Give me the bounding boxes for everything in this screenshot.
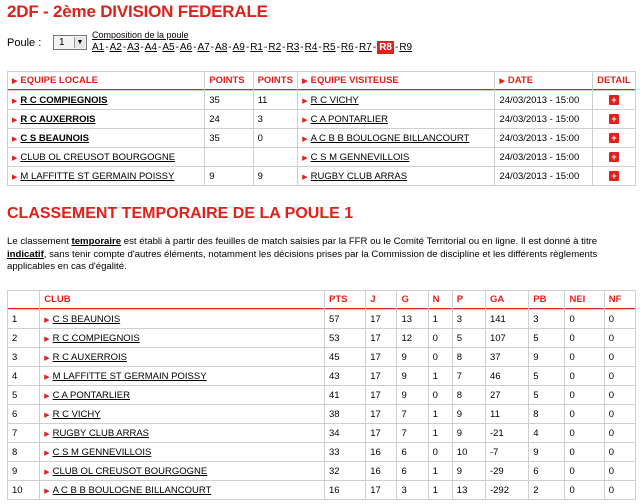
away-team-cell: [298, 167, 494, 185]
home-team-link[interactable]: M LAFFITTE ST GERMAIN POISSY: [20, 170, 175, 182]
col-header-date: ▶ DATE: [495, 72, 592, 90]
club-link[interactable]: M LAFFITTE ST GERMAIN POISSY: [52, 370, 207, 382]
ranking-p: 8: [453, 386, 485, 404]
ranking-g: 13: [397, 310, 427, 328]
triangle-right-icon: ▶: [12, 97, 18, 105]
ranking-nf: 0: [605, 367, 635, 385]
triangle-right-icon: ▶: [44, 335, 50, 343]
away-team-cell: [298, 148, 494, 166]
poule-link-r7[interactable]: R7: [359, 42, 372, 53]
ranking-row: [8, 310, 635, 328]
link-separator: -: [140, 42, 144, 53]
poule-label: Poule :: [7, 37, 42, 49]
triangle-right-icon: ▶: [44, 392, 50, 400]
col-header-j: J: [366, 291, 396, 309]
ranking-n: 1: [429, 481, 452, 499]
triangle-right-icon: ▶: [12, 116, 18, 124]
ranking-pts: 57: [325, 310, 365, 328]
poule-dropdown-value: 1: [59, 37, 65, 48]
ranking-ga: -21: [486, 424, 528, 442]
match-date: 24/03/2013 - 15:00: [495, 110, 592, 128]
link-separator: -: [394, 42, 399, 53]
ranking-p: 3: [453, 310, 485, 328]
link-separator: -: [105, 42, 109, 53]
ranking-nei: 0: [565, 424, 603, 442]
classement-title: CLASSEMENT TEMPORAIRE DE LA POULE 1: [7, 205, 354, 222]
club-cell: [40, 462, 324, 480]
home-team-cell: [8, 167, 204, 185]
para-temporaire: temporaire: [71, 236, 122, 247]
link-separator: -: [372, 42, 377, 53]
club-link[interactable]: C A PONTARLIER: [52, 389, 131, 401]
ranking-nf: 0: [605, 386, 635, 404]
club-link[interactable]: C S BEAUNOIS: [52, 313, 121, 325]
away-points: 9: [254, 167, 298, 185]
col-header-home: ▶ EQUIPE LOCALE: [8, 72, 204, 90]
ranking-g: 7: [397, 424, 427, 442]
ranking-pb: 5: [529, 386, 564, 404]
ranking-pb: 9: [529, 443, 564, 461]
ranking-n: 0: [429, 348, 452, 366]
home-team-link[interactable]: C S BEAUNOIS: [20, 132, 90, 144]
ranking-nei: 0: [565, 481, 603, 499]
ranking-j: 17: [366, 405, 396, 423]
poule-dropdown[interactable]: [53, 35, 87, 50]
poule-link-r1[interactable]: R1: [250, 42, 263, 53]
col-header-rank: [8, 291, 39, 309]
matches-table: [7, 71, 636, 186]
ranking-pts: 33: [325, 443, 365, 461]
para-text: Le classement: [7, 236, 72, 247]
ranking-nei: 0: [565, 443, 603, 461]
ranking-pb: 6: [529, 462, 564, 480]
club-cell: [40, 443, 324, 461]
away-team-cell: [298, 110, 494, 128]
ranking-p: 7: [453, 367, 485, 385]
club-cell: [40, 424, 324, 442]
triangle-right-icon: ▶: [302, 135, 308, 143]
triangle-right-icon: ▶: [12, 154, 18, 162]
ranking-pb: 9: [529, 348, 564, 366]
col-header-g: G: [397, 291, 427, 309]
triangle-right-icon: ▶: [44, 316, 50, 324]
home-points: 24: [205, 110, 252, 128]
triangle-right-icon: ▶: [44, 354, 50, 362]
ranking-row: [8, 405, 635, 423]
ranking-nf: 0: [605, 348, 635, 366]
ranking-row: [8, 462, 635, 480]
link-separator: -: [228, 42, 232, 53]
triangle-right-icon: ▶: [302, 154, 308, 162]
ranking-ga: 141: [486, 310, 528, 328]
away-points: 0: [254, 129, 298, 147]
ranking-rank: 8: [8, 443, 39, 461]
col-header-pb: PB: [529, 291, 564, 309]
ranking-pb: 3: [529, 310, 564, 328]
triangle-right-icon: ▶: [44, 487, 50, 495]
match-date: 24/03/2013 - 15:00: [495, 91, 592, 109]
ranking-row: [8, 348, 635, 366]
detail-cell: [593, 91, 635, 109]
home-team-link[interactable]: CLUB OL CREUSOT BOURGOGNE: [20, 151, 176, 163]
club-cell: [40, 329, 324, 347]
link-separator: -: [264, 42, 268, 53]
plus-icon[interactable]: +: [609, 152, 619, 162]
club-cell: [40, 405, 324, 423]
ranking-ga: -7: [486, 443, 528, 461]
club-link[interactable]: R C VICHY: [52, 408, 101, 420]
match-row: [8, 91, 635, 109]
ranking-pb: 4: [529, 424, 564, 442]
ranking-j: 17: [366, 348, 396, 366]
ranking-rank: 4: [8, 367, 39, 385]
ranking-pb: 2: [529, 481, 564, 499]
ranking-j: 17: [366, 329, 396, 347]
away-points: [254, 148, 298, 166]
plus-icon[interactable]: +: [609, 114, 619, 124]
plus-icon[interactable]: +: [609, 133, 619, 143]
away-points: 11: [254, 91, 298, 109]
col-header-pts: PTS: [325, 291, 365, 309]
poule-link-a2[interactable]: A2: [109, 42, 122, 53]
ranking-j: 17: [366, 386, 396, 404]
detail-cell: [593, 129, 635, 147]
away-team-link[interactable]: R C VICHY: [310, 94, 359, 106]
poule-link-a9[interactable]: A9: [232, 42, 245, 53]
ranking-rank: 3: [8, 348, 39, 366]
ranking-nf: 0: [605, 424, 635, 442]
match-date: 24/03/2013 - 15:00: [495, 167, 592, 185]
ranking-n: 0: [429, 386, 452, 404]
home-team-cell: [8, 148, 204, 166]
triangle-right-icon: ▶: [44, 411, 50, 419]
triangle-right-icon: ▶: [302, 97, 308, 105]
poule-link-r2[interactable]: R2: [268, 42, 282, 53]
ranking-p: 9: [453, 405, 485, 423]
ranking-p: 5: [453, 329, 485, 347]
ranking-nf: 0: [605, 481, 635, 499]
col-header-points-home: POINTS: [205, 72, 252, 90]
poule-link-r8[interactable]: R8: [379, 42, 392, 53]
home-points: 35: [205, 91, 252, 109]
ranking-j: 17: [366, 481, 396, 499]
ranking-rank: 9: [8, 462, 39, 480]
col-header-n: N: [429, 291, 452, 309]
ranking-row: [8, 424, 635, 442]
ranking-pts: 32: [325, 462, 365, 480]
poule-selector-row: [7, 30, 627, 56]
ranking-g: 3: [397, 481, 427, 499]
poule-link-a1[interactable]: A1: [92, 42, 105, 53]
club-link[interactable]: R C COMPIEGNOIS: [52, 332, 140, 344]
home-team-link[interactable]: R C COMPIEGNOIS: [20, 94, 108, 106]
club-link[interactable]: C S M GENNEVILLOIS: [52, 446, 152, 458]
ranking-nei: 0: [565, 367, 603, 385]
home-team-link[interactable]: R C AUXERROIS: [20, 113, 96, 125]
ranking-p: 10: [453, 443, 485, 461]
ranking-n: 1: [429, 310, 452, 328]
plus-icon[interactable]: +: [609, 171, 619, 181]
link-separator: -: [354, 42, 359, 53]
ranking-g: 9: [397, 348, 427, 366]
col-header-p: P: [453, 291, 485, 309]
club-cell: [40, 367, 324, 385]
ranking-g: 12: [397, 329, 427, 347]
matches-header-row: [8, 72, 635, 90]
ranking-rank: 10: [8, 481, 39, 499]
col-header-points-away: POINTS: [254, 72, 298, 90]
ranking-pts: 45: [325, 348, 365, 366]
chevron-down-icon: ▼: [74, 37, 85, 48]
link-separator: -: [300, 42, 304, 53]
home-points: 9: [205, 167, 252, 185]
link-separator: -: [282, 42, 286, 53]
ranking-j: 16: [366, 443, 396, 461]
ranking-pb: 5: [529, 329, 564, 347]
poule-link-r5[interactable]: R5: [322, 42, 336, 53]
ranking-p: 9: [453, 424, 485, 442]
ranking-pb: 8: [529, 405, 564, 423]
club-cell: [40, 348, 324, 366]
triangle-right-icon: ▶: [302, 173, 308, 181]
away-team-cell: [298, 129, 494, 147]
ranking-pts: 16: [325, 481, 365, 499]
home-team-cell: [8, 129, 204, 147]
poule-link-r6[interactable]: R6: [340, 42, 354, 53]
triangle-right-icon: ▶: [12, 173, 18, 181]
away-team-cell: [298, 91, 494, 109]
ranking-nei: 0: [565, 386, 603, 404]
ranking-j: 16: [366, 462, 396, 480]
ranking-row: [8, 481, 635, 499]
ranking-nf: 0: [605, 310, 635, 328]
club-link[interactable]: R C AUXERROIS: [52, 351, 128, 363]
club-cell: [40, 481, 324, 499]
ranking-n: 0: [429, 329, 452, 347]
ranking-pts: 43: [325, 367, 365, 385]
away-team-link[interactable]: RUGBY CLUB ARRAS: [310, 170, 408, 182]
para-indicatif: indicatif: [7, 248, 44, 260]
club-cell: [40, 386, 324, 404]
ranking-nei: 0: [565, 348, 603, 366]
ranking-table: [7, 290, 636, 500]
ranking-n: 0: [429, 443, 452, 461]
ranking-nf: 0: [605, 405, 635, 423]
ranking-row: [8, 329, 635, 347]
ranking-pts: 38: [325, 405, 365, 423]
para-text: , sans tenir compte d'autres éléments, notamment les décisions prises par la Commission de discipline et les différents règlements applicables en cas d'égalité.: [7, 248, 598, 272]
ranking-j: 17: [366, 367, 396, 385]
ranking-row: [8, 443, 635, 461]
ranking-nf: 0: [605, 329, 635, 347]
ranking-pts: 34: [325, 424, 365, 442]
ranking-n: 1: [429, 367, 452, 385]
col-header-nf: NF: [605, 291, 635, 309]
col-header-ga: GA: [486, 291, 528, 309]
link-separator: -: [193, 42, 197, 53]
triangle-right-icon: ▶: [44, 430, 50, 438]
ranking-n: 1: [429, 462, 452, 480]
triangle-right-icon: ▶: [12, 135, 18, 143]
link-separator: -: [245, 42, 250, 53]
ranking-nei: 0: [565, 462, 603, 480]
col-header-detail: DETAIL: [593, 72, 635, 90]
triangle-right-icon: ▶: [302, 78, 308, 85]
ranking-ga: 46: [486, 367, 528, 385]
ranking-pts: 41: [325, 386, 365, 404]
ranking-nei: 0: [565, 329, 603, 347]
ranking-ga: 37: [486, 348, 528, 366]
ranking-p: 9: [453, 462, 485, 480]
para-text: est établi à partir des feuilles de match saisies par la FFR ou le Comité Territorial ou en ligne. Il est donné à titre: [121, 236, 598, 247]
poule-link-a8[interactable]: A8: [215, 42, 228, 53]
classement-description: [7, 236, 637, 274]
ranking-rank: 1: [8, 310, 39, 328]
ranking-j: 17: [366, 310, 396, 328]
poule-link-a7[interactable]: A7: [197, 42, 210, 53]
away-team-link[interactable]: A C B B BOULOGNE BILLANCOURT: [310, 132, 470, 144]
plus-icon[interactable]: +: [609, 95, 619, 105]
ranking-header-row: [8, 291, 635, 309]
ranking-nei: 0: [565, 405, 603, 423]
detail-cell: [593, 148, 635, 166]
poule-link-r9[interactable]: R9: [399, 42, 413, 53]
ranking-g: 6: [397, 443, 427, 461]
away-team-link[interactable]: C S M GENNEVILLOIS: [310, 151, 410, 163]
ranking-ga: -29: [486, 462, 528, 480]
poule-links: [92, 42, 412, 53]
ranking-pb: 5: [529, 367, 564, 385]
home-team-cell: [8, 91, 204, 109]
ranking-nf: 0: [605, 462, 635, 480]
match-date: 24/03/2013 - 15:00: [495, 148, 592, 166]
match-row: [8, 110, 635, 128]
poule-link-r3[interactable]: R3: [286, 42, 300, 53]
ranking-rank: 7: [8, 424, 39, 442]
triangle-right-icon: ▶: [302, 116, 308, 124]
ranking-ga: 27: [486, 386, 528, 404]
poule-link-a3[interactable]: A3: [127, 42, 140, 53]
away-points: 3: [254, 110, 298, 128]
poule-link-a6[interactable]: A6: [179, 42, 193, 53]
ranking-j: 17: [366, 424, 396, 442]
match-row: [8, 129, 635, 147]
detail-cell: [593, 167, 635, 185]
page-title: 2DF - 2ème DIVISION FEDERALE: [7, 2, 268, 21]
link-separator: -: [122, 42, 127, 53]
link-separator: -: [175, 42, 179, 53]
col-header-away: ▶ EQUIPE VISITEUSE: [298, 72, 494, 90]
home-points: 35: [205, 129, 252, 147]
match-row: [8, 167, 635, 185]
club-link[interactable]: A C B B BOULOGNE BILLANCOURT: [52, 484, 212, 496]
match-row: [8, 148, 635, 166]
link-separator: -: [336, 42, 340, 53]
match-date: 24/03/2013 - 15:00: [495, 129, 592, 147]
col-header-nei: NEI: [565, 291, 603, 309]
ranking-nei: 0: [565, 310, 603, 328]
ranking-ga: -292: [486, 481, 528, 499]
home-points: [205, 148, 252, 166]
ranking-p: 13: [453, 481, 485, 499]
ranking-row: [8, 367, 635, 385]
ranking-rank: 6: [8, 405, 39, 423]
ranking-n: 1: [429, 424, 452, 442]
club-link[interactable]: RUGBY CLUB ARRAS: [52, 427, 150, 439]
link-separator: -: [318, 42, 322, 53]
ranking-rank: 2: [8, 329, 39, 347]
triangle-right-icon: ▶: [499, 78, 505, 85]
club-cell: [40, 310, 324, 328]
ranking-ga: 107: [486, 329, 528, 347]
poule-link-a5[interactable]: A5: [162, 42, 175, 53]
ranking-ga: 11: [486, 405, 528, 423]
home-team-cell: [8, 110, 204, 128]
poule-link-a4[interactable]: A4: [144, 42, 157, 53]
link-separator: -: [157, 42, 162, 53]
ranking-g: 7: [397, 405, 427, 423]
link-separator: -: [210, 42, 215, 53]
poule-link-r4[interactable]: R4: [304, 42, 318, 53]
ranking-nf: 0: [605, 443, 635, 461]
triangle-right-icon: ▶: [44, 373, 50, 381]
ranking-pts: 53: [325, 329, 365, 347]
ranking-g: 9: [397, 367, 427, 385]
club-link[interactable]: CLUB OL CREUSOT BOURGOGNE: [52, 465, 208, 477]
triangle-right-icon: ▶: [44, 449, 50, 457]
ranking-p: 8: [453, 348, 485, 366]
ranking-n: 1: [429, 405, 452, 423]
composition-link[interactable]: Composition de la poule: [92, 30, 189, 40]
ranking-g: 6: [397, 462, 427, 480]
triangle-right-icon: ▶: [12, 78, 18, 85]
away-team-link[interactable]: C A PONTARLIER: [310, 113, 389, 125]
detail-cell: [593, 110, 635, 128]
triangle-right-icon: ▶: [44, 468, 50, 476]
col-header-club: CLUB: [40, 291, 324, 309]
ranking-row: [8, 386, 635, 404]
ranking-rank: 5: [8, 386, 39, 404]
ranking-g: 9: [397, 386, 427, 404]
